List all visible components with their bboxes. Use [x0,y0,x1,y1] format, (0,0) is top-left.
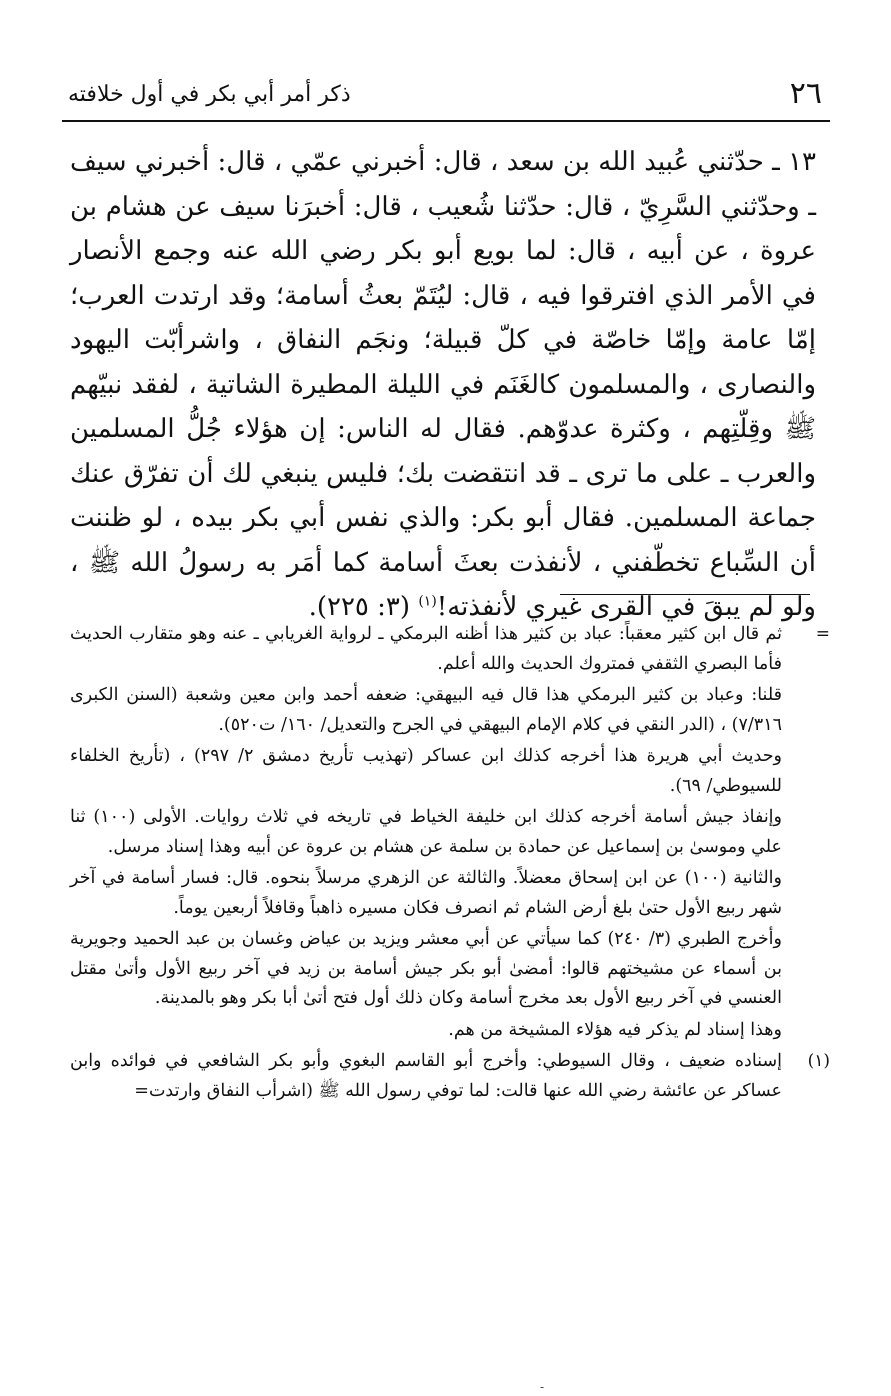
footnote-paragraph: وهذا إسناد لم يذكر فيه هؤلاء المشيخة من هم. [448,1019,782,1040]
footnote-divider [560,594,810,595]
bottom-mark: - [540,1380,545,1394]
footnote-paragraph: وإنفاذ جيش أسامة أخرجه كذلك ابن خليفة الخياط في تاريخه في ثلاث روايات. الأولى (١٠٠) ثنا علي وموسىٰ بن إسماعيل عن حمادة بن سلمة عن هشام بن عروة عن أبيه وهذا إسناد مرسل. [70,807,782,857]
narration-text: ١٣ ـ حدّثني عُبيد الله بن سعد ، قال: أخبرني عمّي ، قال: أخبرني سيف ـ وحدّثني السَّرِيّ ، قال: حدّثنا شُعيب ، قال: أخبرَنا سيف عن هشام بن عروة ، عن أبيه ، قال: لما بويع أبو بكر رضي الله عنه وجمع الأنصار في الأمر الذي افترقوا فيه ، قال: ليُتَمّ بعثُ أسامة؛ وقد ارتدت العرب؛ إمّا عامة وإمّا خاصّة في كلّ قبيلة؛ ونجَم النفاق ، واشرأبّت اليهود والنصارى ، والمسلمون كالغَنَم في الليلة المطيرة الشاتية ، لفقد نبيّهم ﷺ وقِلّتِهم ، وكثرة عدوّهم. فقال له الناس: إن هؤلاء جُلُّ المسلمين والعرب ـ على ما ترى ـ قد انتقضت بك؛ فليس ينبغي لك أن تفرّق عنك جماعة المسلمين. فقال أبو بكر: والذي نفس أبي بكر بيده ، لو ظننت أن السِّباع تخطّفني ، لأنفذت بعثَ أسامة كما أمَر به رسولُ الله ﷺ ، ولو لم يبقَ في القرى غيري لأنفذته! [70,147,816,622]
continuation-marker: = [815,624,830,644]
footnote-1-marker: (١) [807,1051,830,1071]
page-number: ٢٦ [789,76,822,111]
page-header [62,76,830,116]
volume-citation: (٣: ٢٢٥). [308,592,419,622]
narration-paragraph [70,140,816,630]
footnote-paragraph: وأخرج الطبري (٣/ ٢٤٠) كما سيأتي عن أبي معشر ويزيد بن عياض وغسان بن عبد الحميد وجويرية بن أسماء عن مشيختهم قالوا: أمضىٰ أبو بكر جيش أسامة بن زيد في آخر ربيع الأول وأتىٰ مقتل العنسي في آخر ربيع الأول بعد مخرج أسامة وكان ذلك أول فتح أتىٰ أبا بكر وهو بالمدينة. [70,929,782,1008]
footnote-paragraph: قلنا: وعباد بن كثير البرمكي هذا قال فيه البيهقي: ضعفه أحمد وابن معين وشعبة (السنن الكبرى ٧/٣١٦) ، (الدر النقي في كلام الإمام البيهقي في الجرح والتعديل/ ١٦٠/ ت٥٢٠). [70,685,782,735]
footnote-1-text: إسناده ضعيف ، وقال السيوطي: وأخرج أبو القاسم البغوي وأبو بكر الشافعي في فوائده وابن عساكر عن عائشة رضي الله عنها قالت: لما توفي رسول الله ﷺ (اشرأب النفاق وارتدت= [70,1051,782,1101]
running-title: ذكر أمر أبي بكر في أول خلافته [68,82,351,107]
footnote-continuation [70,620,830,1045]
main-text [70,140,816,630]
footnote-paragraph: والثانية (١٠٠) عن ابن إسحاق معضلاً. والثالثة عن الزهري مرسلاً بنحوه. قال: فسار أسامة في آخر شهر ربيع الأول حتىٰ بلغ أرض الشام ثم انصرف فكان مسيره ذاهباً وقافلاً أربعين يوماً. [70,868,782,918]
footnotes-section [70,620,830,1108]
footnote-1 [70,1047,830,1106]
footnote-reference: (١) [418,593,437,610]
footnote-paragraph: ثم قال ابن كثير معقباً: عباد بن كثير هذا أظنه البرمكي ـ لرواية الغريابي ـ عنه وهو متقارب الحديث فأما البصري الثقفي فمتروك الحديث والله أعلم. [70,624,782,674]
footnote-paragraph: وحديث أبي هريرة هذا أخرجه كذلك ابن عساكر (تهذيب تأريخ دمشق ٢/ ٢٩٧) ، (تأريخ الخلفاء للسيوطي/ ٦٩). [70,746,782,796]
header-divider [62,120,830,122]
